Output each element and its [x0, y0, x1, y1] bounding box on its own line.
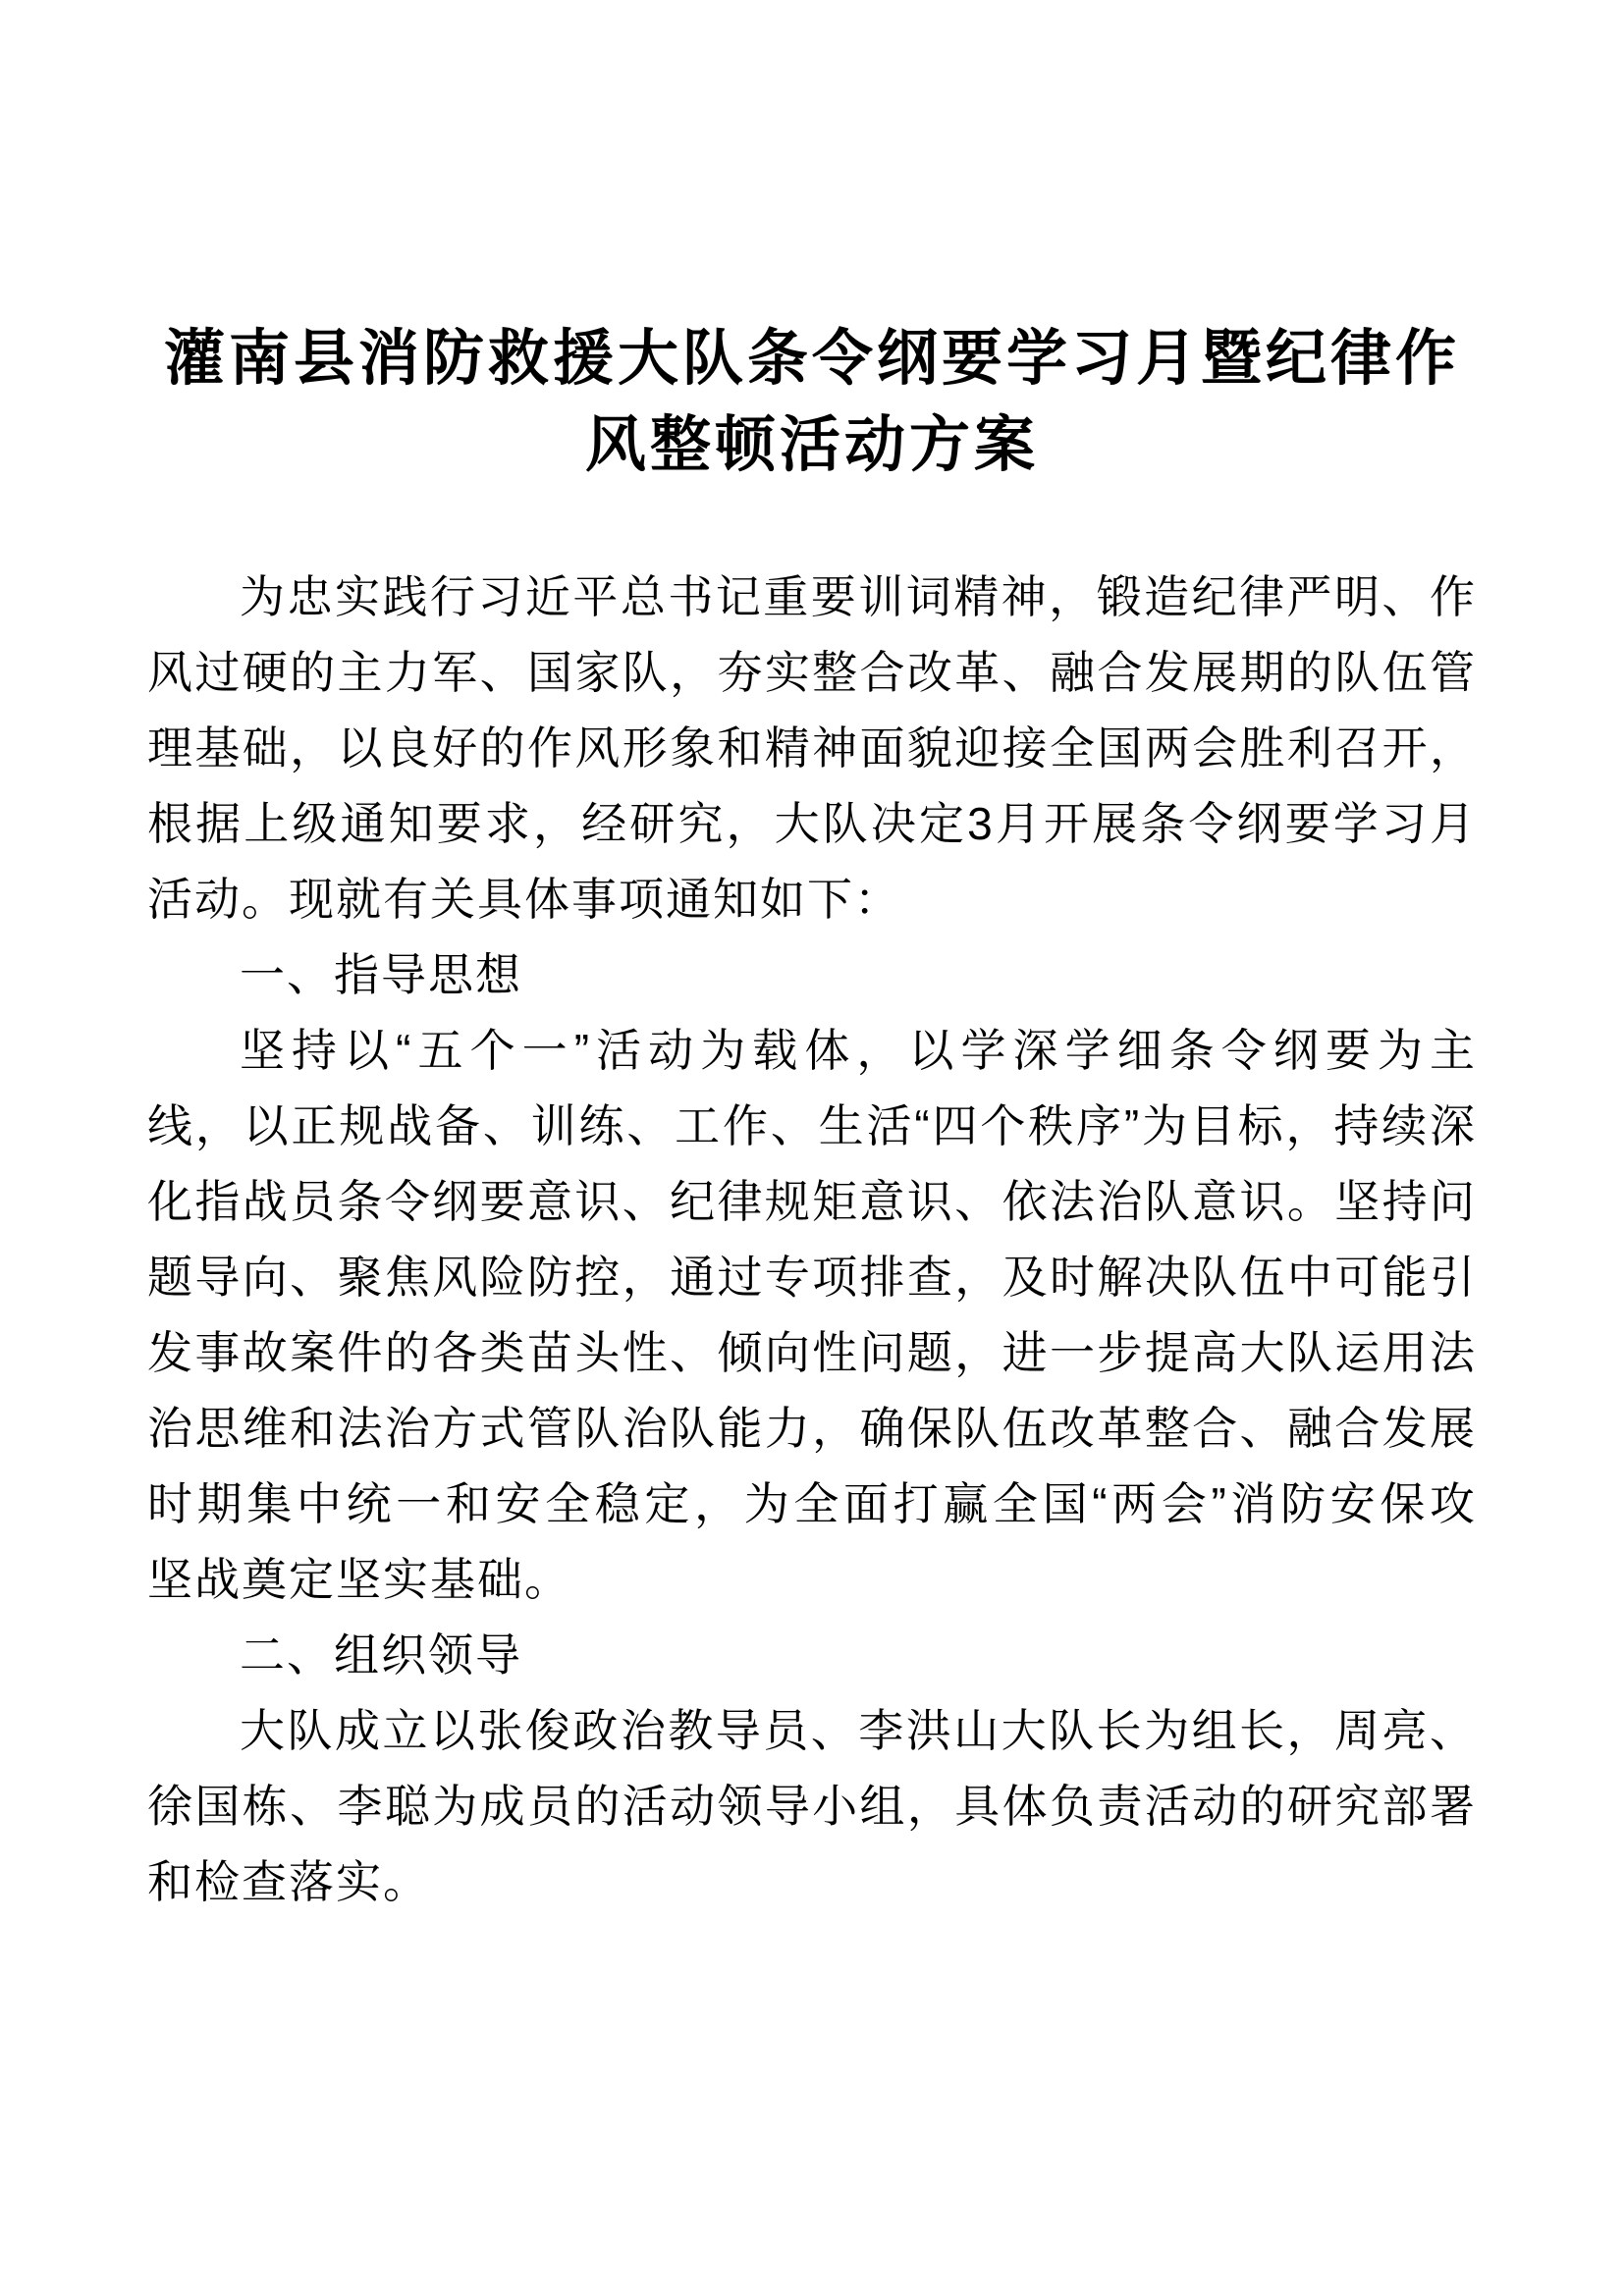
body-line: 大队成立以张俊政治教导员、李洪山大队长为组长，周亮、 [240, 1705, 1477, 1756]
body-line: 根据上级通知要求，经研究，大队决定3月开展条令纲要学习月 [147, 798, 1477, 849]
body-line: 坚持以“五个一”活动为载体，以学深学细条令纲要为主 [240, 1025, 1477, 1076]
body-line: 为忠实践行习近平总书记重要训词精神，锻造纪律严明、作 [240, 571, 1477, 622]
body-line: 理基础，以良好的作风形象和精神面貌迎接全国两会胜利召开， [147, 722, 1477, 774]
body-line: 时期集中统一和安全稳定，为全面打赢全国“两会”消防安保攻 [147, 1478, 1477, 1529]
body-line: 坚战奠定坚实基础。 [147, 1554, 571, 1605]
body-line: 徐国栋、李聪为成员的活动领导小组，具体负责活动的研究部署 [147, 1781, 1477, 1832]
body-line: 和检查落实。 [147, 1856, 430, 1907]
body-line: 题导向、聚焦风险防控，通过专项排查，及时解决队伍中可能引 [147, 1252, 1477, 1303]
body-line: 线，以正规战备、训练、工作、生活“四个秩序”为目标，持续深 [147, 1100, 1477, 1151]
body-line: 发事故案件的各类苗头性、倾向性问题，进一步提高大队运用法 [147, 1327, 1477, 1378]
title-line-1: 灌南县消防救援大队条令纲要学习月暨纪律作 [163, 325, 1460, 393]
document-body [147, 560, 1477, 1920]
title-line-2: 风整顿活动方案 [584, 411, 1039, 479]
body-line: 化指战员条令纲要意识、纪律规矩意识、依法治队意识。坚持问 [147, 1176, 1477, 1227]
body-line: 风过硬的主力军、国家队，夯实整合改革、融合发展期的队伍管 [147, 647, 1477, 698]
body-line: 活动。现就有关具体事项通知如下： [147, 874, 901, 925]
paragraph-guiding-ideology [147, 1013, 1477, 1618]
paragraph-intro [147, 560, 1477, 937]
document-title [147, 0, 1477, 489]
paragraph-organization-leadership [147, 1693, 1477, 1920]
section-heading-2: 二、组织领导 [240, 1629, 522, 1681]
section-heading-1: 一、指导思想 [240, 949, 522, 1000]
body-line: 治思维和法治方式管队治队能力，确保队伍改革整合、融合发展 [147, 1403, 1477, 1454]
